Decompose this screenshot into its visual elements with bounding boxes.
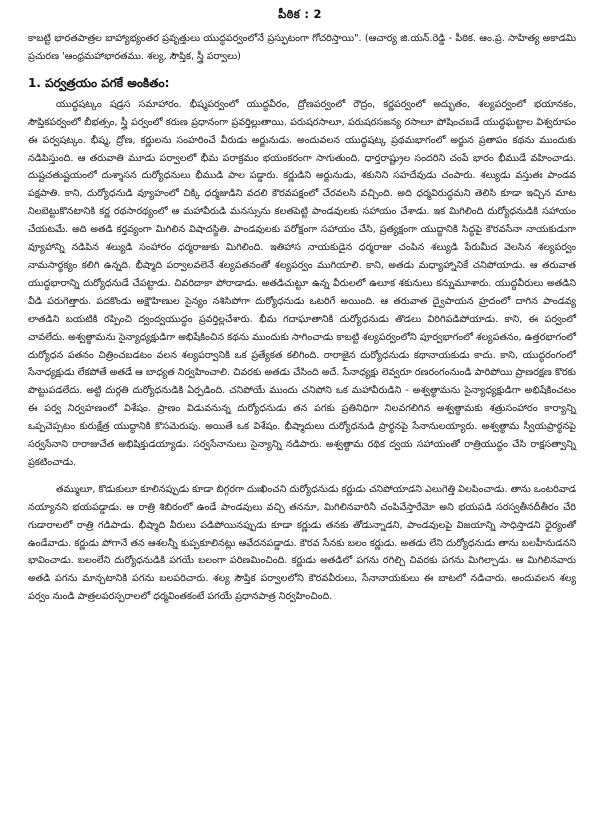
document-body [28,30,576,606]
page-label: పీఠిక : 2 [278,7,322,21]
section-title: 1. పర్వత్రయం పగకే అంకితం: [28,75,170,90]
intro-paragraph: కాబట్టి భారతపాత్రల బాహ్యాభ్యంతర ప్రవృత్తులు యుద్ధపర్వంలోనే ప్రస్ఫుటంగా గోచరిస్తాయి". (ఆచార్య జి.యన్.రెడ్డి - పీఠిక. ఆం.ప్ర. సాహిత్య అకాడమి ప్రచురణ 'ఆంధ్రమహాభారతము. శల్య, సౌప్తిక, స్త్రీ పర్వాలు) [28,33,576,62]
body-paragraph-2: తమ్ములూ, కొడుకులూ కూలినప్పుడు కూడా బిగ్గరగా దుఃఖించని దుర్యోధనుడు కర్ణుడు చనిపోయాడని ఎలుగెత్తి విలపించాడు. తాను ఒంటరివాడ నయ్యానని భయపడ్డాడు. ఆ రాత్రి శిబిరంలో ఉండే పాండవులు వచ్చి తననూ, మిగిలినవారినీ చంపివేస్తారేమో అని భయపడి సరస్వతీనదీతీరం చేరి గుడారాలలో రాత్రి గడిపాడు. భీష్మాది వీరులు పడిపోయినప్పుడు కూడా కర్ణుడు తనకు తోడున్నాడని, పాండవులపై విజయాన్ని సాధిస్తాడని ధైర్యంతో ఉండేవాడు. కర్ణుడు పోగానే తన ఆశలన్నీ కుప్పకూలినట్లు ఆవేదనపడ్డాడు. కౌరవ సేనకు బలం కర్ణుడు. అతడు లేని దుర్యోధనుడు తాను బలహీనుడనని భావించాడు. బలంలేని దుర్యోధనుడికి పగయే బలంగా పరిణమించింది. కర్ణుడు అతడిలో పగను రగిల్చి చివరకు పగను మిగిల్చాడు. ఆ మిగిలినవారు అతడి పగను మాన్చటానికి పగను బలపరిచారు. శల్య సౌప్తిక పర్వాలలోని కౌరవవీరులు, సేనానాయకులు ఈ బాటలో నడిచారు. అందువలన శల్య పర్వం నుండి పాత్రలపరస్పరాలలో ధర్మవింతకంటే పగయే ప్రధానపాత్ర నిర్వహించింది. [28,483,576,603]
page-header [0,7,600,24]
body-paragraph-1: యుద్ధషట్కం షడ్రస సమాహారం. భీష్మపర్వంలో యుద్ధవీరం, ద్రోణపర్వంలో రౌద్రం, కర్ణపర్వంలో అద్భుతం, శల్యపర్వంలో భయానకం, సౌప్తికపర్వంలో బీభత్సం, స్త్రీ పర్వంలో కరుణ ప్రధానంగా ప్రవర్తిల్లుతాయి. పరుషరసాలూ, పరుషరసజన్య రసాలూ పోషించబడే యుద్ధఘట్టాల విశ్వరూపం ఈ పర్వషట్కం. భీష్మ, ద్రోణ, కర్ణులను సంహరించే వీరుడు అర్జునుడు. అందువలన యుద్ధషట్క ప్రథమభాగంలో అర్జున ప్రతాపం కథను ముందుకు నడిపిస్తుంది. ఆ తరువాతి మూడు పర్వాలలో భీమ పరాక్రమం భయంకరంగా సాగుతుంది. ధార్తరాష్ట్రుల సందరిని చంపే భారం భీముడే వహించాడు. దుష్టచతుష్టయంలో దుశ్శాసన దుర్యోధనులు భీముడి పాల పడ్డారు. కర్ణుడిని అర్జునుడు, శకునిని సహదేవుడు చంపారు. శల్యుడు వస్తుతః పాండవ పక్షపాతి. కాని, దుర్యోధనుడి వ్యూహంలో చిక్కి ధర్మజుడిని వదలి కౌరవపక్షంలో చేరవలసి వచ్చింది. అది ధర్మవిరుద్ధమని తెలిసి కూడా ఇచ్చిన మాట నిలబెట్టుకొనటానికి కర్ణ రథసారథ్యంలో ఆ మహావీరుడి మనస్సును కలతపెట్టి పాండవులకు సహాయం చేశాడు. ఇక మిగిలింది దుర్యోధనుడికి సహాయం చేయటమే. అది అతడి కర్తవ్యంగా మిగిలిన విషాదస్థితి. పాండవులకు పరోక్షంగా సహాయం చేసి, ప్రత్యక్షంగా యుద్ధానికి సిద్ధపై కౌరవసేనా నాయకుడుగా వ్యూహాన్ని నడిపిన శల్యుడి సంహారం ధర్మరాజుకు మిగిలింది. ఇతిహాస నాయకుడైన ధర్మరాజు చంపిన శల్యుడి పేరుమీద వెలసిన శల్యపర్వం నామసార్థక్యం కలిగి ఉన్నది. భీష్మాది పర్వాలవలెనే శల్యపతనంతో శల్యపర్వం ముగియాలి. కాని, అతడు మధ్యాహ్నానికే చనిపోయాడు. ఆ తరువాత యుద్ధభారాన్ని దుర్యోధనుడే చేపట్టాడు. చివరిదాకా పోరాడాడు. అతడిచుట్టూ ఉన్న వీరులలో ఉలూక శకునులు కన్నుమూశారు. యుద్ధవీరులు అతడిని వీడి పరుగెత్తారు. పదకొండు అక్షౌహిణుల సైన్యం నశిసిపోగా దుర్యోధనుడు ఒటరిగే అయింది. ఆ తరువాత ద్వైపాయన హ్రదంలో దాగిన పాండవ్య లాతడిని బయటికి రప్పించి ద్వంద్వయుద్ధం ప్రవర్తిల్లచేశారు. భీమ గదాఘాతానికి దుర్యోధనుడు తొడలు విరిగిపడిపోయాడు. కాని, ఈ పర్వంలో చావలేదు. అశ్వత్థామను సైన్యాధ్యక్షుడిగా అభిషేకించిన కథను ముందుకు సాగించాడు కాబట్టి శల్యపర్వంలోని పూర్వభాగంలో శల్యపతనం, ఉత్తరభాగంలో దుర్యోధన పతనం చిత్రించబడటం వలన శల్యపర్వానికి ఒక ప్రత్యేకత కలిగింది. రారాజైన దుర్యోధనుడు కథానాయకుడు కాదు. కాని, యుద్ధరంగంలో సేనాధ్యక్షుడు లేకపోతే అతడే ఆ బాధ్యత నిర్వహించాలి. చివరకు అతడు చేసింది అదే. సేనాధ్యక్షు లెవ్వరూ రణరంగంనుండి పారిపోయి ప్రాణరక్షణ కొరకు పొట్టుపడలేదు. అట్టి దుర్గతి దుర్యోధనుడికి ఏర్పడింది. చనిపోయే ముందు చనిపోని ఒక మహావీరుడిని - అశ్వత్థామను సైన్యాధ్యక్షుడిగా అభిషేకించటం ఈ పర్వ నిర్వహణంలో విశేషం. ప్రాణం విడువనున్న దుర్యోధనుడు తన పగకు ప్రతినిధిగా నిలవగలిగిన అశ్వత్థామకు శత్రుసంహారం కార్యాన్ని ఒప్పచెప్పటం కురుక్షేత్ర యుద్ధానికి కొసమెరుపు. అయితే ఒక విశేషం. భీష్మాదులు దుర్యోధనుడి ప్రార్థనపై సేనానులయ్యారు. అశ్వత్థామ స్వీయప్రార్థనపై సర్వసేనాని రారాజుచేత అభిషిక్తుడయ్యాడు. సర్వసేనానులు సైన్యాన్ని నడిపారు. అశ్వత్థామ రథిక ద్వయ సహాయంతో రాత్రియుద్ధం చేసి రాక్షసత్వాన్ని ప్రకటించాడు. [28,98,576,468]
